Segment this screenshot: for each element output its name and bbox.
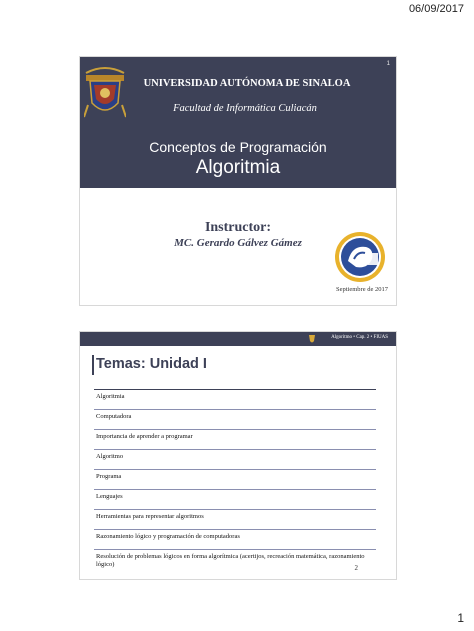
list-item: Algoritmo	[94, 449, 376, 469]
slide-number: 2	[354, 564, 358, 572]
list-item: Lenguajes	[94, 489, 376, 509]
list-item: Resolución de problemas lógicos en forma algorítmica (acertijos, recreación matemática, razonamiento lógico)	[94, 549, 376, 575]
list-item: Computadora	[94, 409, 376, 429]
title-accent-bar	[92, 355, 94, 375]
slide-title: Temas: Unidad I	[96, 356, 207, 372]
slide-2	[80, 332, 396, 579]
university-logo-icon	[308, 334, 316, 344]
header-caption: Algoritmo • Cap. 2 • FIUAS	[331, 335, 388, 340]
title-banner	[80, 57, 396, 188]
page-number: 1	[457, 611, 464, 625]
slide-1	[80, 57, 396, 305]
list-item: Algoritmia	[94, 389, 376, 409]
instructor-label: Instructor:	[204, 220, 272, 235]
slide-subtitle: Algoritmia	[195, 157, 281, 178]
slide-number: 1	[386, 61, 390, 67]
print-date: 06/09/2017	[408, 3, 464, 15]
presentation-date: Septiembre de 2017	[336, 286, 388, 293]
topics-list	[94, 389, 376, 575]
instructor-name: MC. Gerardo Gálvez Gámez	[174, 237, 302, 249]
slide-header-bar	[80, 332, 396, 346]
faculty-seal-icon	[334, 231, 386, 283]
list-item: Herramientas para representar algoritmos	[94, 509, 376, 529]
university-crest-icon	[84, 65, 126, 119]
list-item: Programa	[94, 469, 376, 489]
list-item: Importancia de aprender a programar	[94, 429, 376, 449]
university-name: UNIVERSIDAD AUTÓNOMA DE SINALOA	[143, 78, 351, 89]
faculty-name: Facultad de Informática Culiacán	[173, 103, 317, 114]
slide-title: Conceptos de Programación	[149, 139, 327, 155]
list-item: Razonamiento lógico y programación de computadoras	[94, 529, 376, 549]
